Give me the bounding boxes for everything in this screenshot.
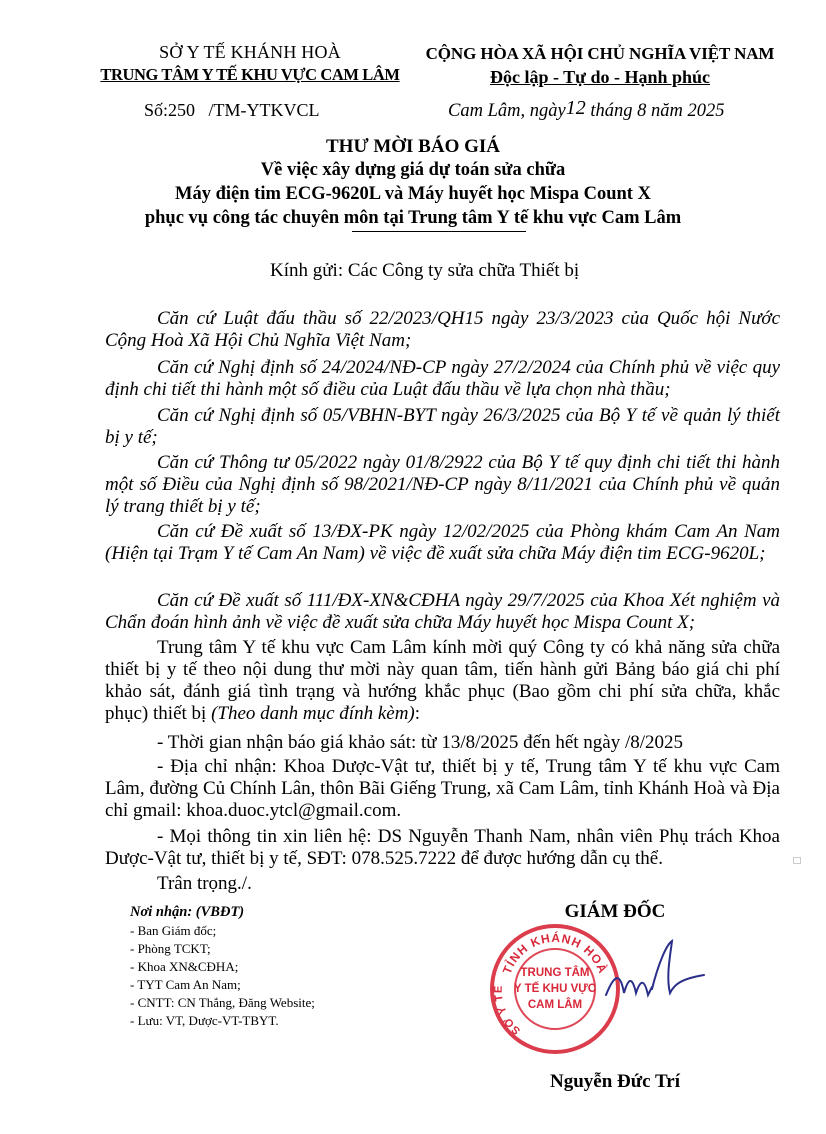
subject-line-1: Về việc xây dựng giá dự toán sửa chữa	[260, 160, 566, 180]
date-prefix: Cam Lâm, ngày	[448, 101, 566, 121]
document-number: Số:250 /TM-YTKVCL	[144, 100, 320, 120]
seal-top-text: TỈNH KHÁNH HOÀ	[499, 930, 611, 976]
invitation-end: :	[414, 703, 421, 724]
legal-basis-6: Căn cứ Đề xuất số 111/ĐX-XN&CĐHA ngày 29/7/2025 của Khoa Xét nghiệm và Chẩn đoán hình ảnh về việc đề xuất sửa chữa Máy huyết học Mispa Count X;	[105, 590, 780, 633]
date-suffix: tháng 8 năm 2025	[585, 101, 725, 121]
signer-name: Nguyễn Đức Trí	[550, 1071, 680, 1092]
signer-title: GIÁM ĐỐC	[564, 901, 666, 922]
recipient-item: - Lưu: VT, Dược-VT-TBYT.	[130, 1013, 279, 1028]
seal-left-text: SỞ Y TẾ	[492, 984, 523, 1037]
recipient-item: - CNTT: CN Thắng, Đăng Website;	[130, 995, 315, 1010]
date-day: 12	[565, 97, 586, 119]
national-motto: Độc lập - Tự do - Hạnh phúc	[489, 67, 711, 87]
closing: Trân trọng./.	[157, 873, 252, 894]
legal-basis-4: Căn cứ Thông tư 05/2022 ngày 01/8/2922 của Bộ Y tế quy định chi tiết thi hành một số Điều của Nghị định số 98/2021/NĐ-CP ngày 8/11/2021 của Chính phủ về quản lý trang thiết bị y tế;	[105, 452, 780, 517]
document-date	[448, 99, 724, 122]
invitation-paragraph	[105, 637, 780, 725]
invitation-text: Trung tâm Y tế khu vực Cam Lâm kính mời quý Công ty có khả năng sửa chữa thiết bị y tế theo nội dung thư mời này quan tâm, tiến hành gửi Bảng báo giá chi phí khảo sát, đánh giá tình trạng và hướng khắc phục (Bao gồm chi phí sửa chữa, khắc phục) thiết bị	[105, 637, 780, 724]
receive-address: - Địa chỉ nhận: Khoa Dược-Vật tư, thiết bị y tế, Trung tâm Y tế khu vực Cam Lâm, đường Củ Chính Lân, thôn Bãi Giếng Trung, xã Cam Lâm, tỉnh Khánh Hoà và Địa chỉ gmail: khoa.duoc.ytcl@gmail.com.	[105, 756, 780, 821]
margin-mark	[793, 857, 801, 864]
legal-basis-2: Căn cứ Nghị định số 24/2024/NĐ-CP ngày 27/2/2024 của Chính phủ về việc quy định chi tiết thi hành một số điều của Luật đấu thầu về lựa chọn nhà thầu;	[105, 357, 780, 400]
legal-basis-3: Căn cứ Nghị định số 05/VBHN-BYT ngày 26/3/2025 của Bộ Y tế về quản lý thiết bị y tế;	[105, 405, 780, 448]
recipient-item: - Phòng TCKT;	[130, 941, 211, 956]
greeting: Kính gửi: Các Công ty sửa chữa Thiết bị	[270, 260, 580, 281]
receive-time: - Thời gian nhận báo giá khảo sát: từ 13/8/2025 đến hết ngày /8/2025	[157, 732, 684, 753]
org-parent: SỞ Y TẾ KHÁNH HOÀ	[159, 42, 341, 62]
country-name: CỘNG HÒA XÃ HỘI CHỦ NGHĨA VIỆT NAM	[425, 44, 775, 63]
recipient-item: - Khoa XN&CĐHA;	[130, 959, 239, 974]
handwritten-signature	[600, 935, 710, 1010]
seal-center-line-3: CAM LÂM	[527, 999, 583, 1011]
invitation-attachment-note: (Theo danh mục đính kèm)	[211, 703, 415, 724]
subject-underline	[352, 231, 526, 232]
seal-center-line-1: TRUNG TÂM	[520, 967, 590, 979]
subject-line-2: Máy điện tim ECG-9620L và Máy huyết học Mispa Count X	[175, 184, 651, 204]
seal-center-line-2: Y TẾ KHU VỰC	[513, 983, 597, 995]
recipients-heading: Nơi nhận: (VBĐT)	[130, 904, 245, 920]
legal-basis-1: Căn cứ Luật đấu thầu số 22/2023/QH15 ngày 23/3/2023 của Quốc hội Nước Cộng Hoà Xã Hội Chủ Nghĩa Việt Nam;	[105, 308, 780, 351]
contact-info: - Mọi thông tin xin liên hệ: DS Nguyễn Thanh Nam, nhân viên Phụ trách Khoa Dược-Vật tư, thiết bị y tế, SĐT: 078.525.7222 để được hướng dẫn cụ thể.	[105, 826, 780, 869]
legal-basis-5: Căn cứ Đề xuất số 13/ĐX-PK ngày 12/02/2025 của Phòng khám Cam An Nam (Hiện tại Trạm Y tế Cam An Nam) về việc đề xuất sửa chữa Máy điện tim ECG-9620L;	[105, 521, 780, 564]
document-title: THƯ MỜI BÁO GIÁ	[326, 136, 500, 157]
recipient-item: - Ban Giám đốc;	[130, 923, 217, 938]
org-name: TRUNG TÂM Y TẾ KHU VỰC CAM LÂM	[100, 65, 400, 84]
subject-line-3: phục vụ công tác chuyên môn tại Trung tâm Y tế khu vực Cam Lâm	[144, 208, 682, 228]
recipient-item: - TYT Cam An Nam;	[130, 977, 241, 992]
